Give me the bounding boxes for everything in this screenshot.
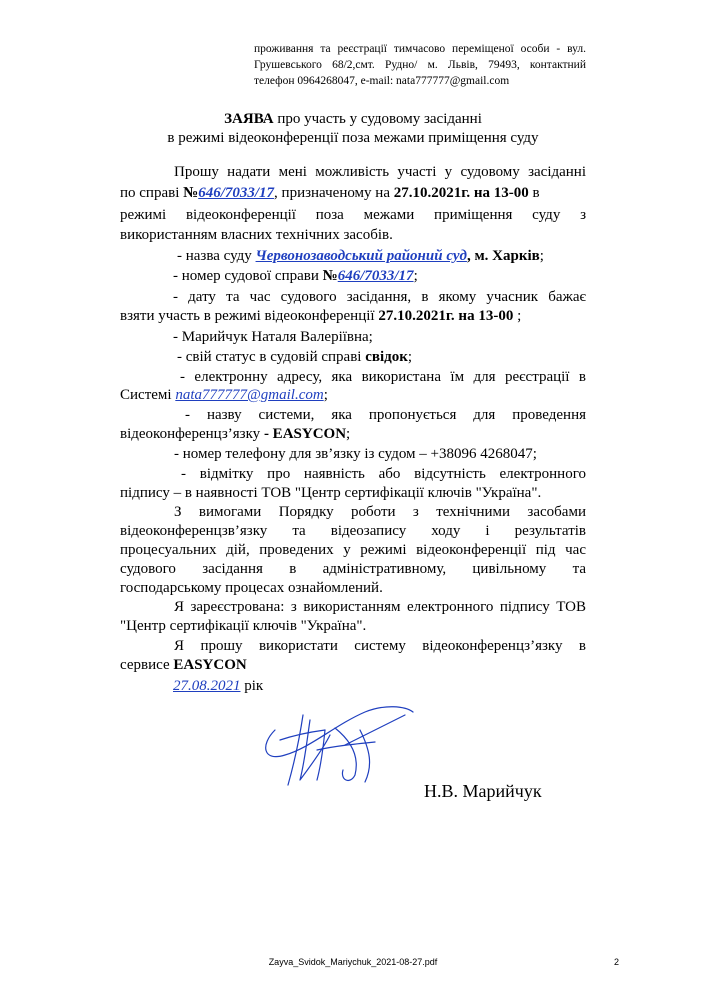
- body-line: відеоконференцзв’язку та відеозапису ходу і результатів: [120, 523, 586, 539]
- system-line: відеоконференцз’язку - EASYCON;: [120, 426, 351, 442]
- court-name-line: - назва суду Червонозаводський районий суд, м. Харків;: [177, 248, 544, 264]
- body-line: підпису – в наявності ТОВ "Центр сертифікації ключів "Україна".: [120, 485, 542, 501]
- body-line: Я прошу використати систему відеоконференцз’язку в: [174, 638, 586, 654]
- signature-name: Н.В. Марийчук: [424, 781, 542, 801]
- body-line: З вимогами Порядку роботи з технічними засобами: [174, 504, 586, 520]
- case-number-line: - номер судової справи №646/7033/17;: [173, 268, 418, 284]
- page-number: 2: [614, 957, 620, 967]
- handwritten-signature: [255, 700, 420, 790]
- body-line: Я зареєстрована: з використанням електронного підпису ТОВ: [174, 599, 586, 615]
- body-line: режимі відеоконференції поза межами приміщення суду з: [120, 207, 586, 223]
- date-link[interactable]: 27.08.2021: [173, 678, 241, 694]
- body-line: сервисе EASYCON: [120, 657, 247, 673]
- body-line: Прошу надати мені можливість участі у судовому засіданні: [174, 164, 586, 180]
- body-line: процесуальних дій, проведених у режимі відеоконференції під час: [120, 542, 586, 558]
- footer-filename: Zayva_Svidok_Mariychuk_2021-08-27.pdf: [268, 957, 438, 967]
- status-line: - свій статус в судовій справі свідок;: [177, 349, 413, 365]
- date-line: 27.08.2021 рік: [173, 678, 264, 694]
- address-line-1: проживання та реєстрації тимчасово переміщеної особи - вул.: [254, 43, 586, 55]
- court-name-link[interactable]: Червонозаводський районий суд: [255, 248, 467, 264]
- document-subtitle: в режимі відеоконференції поза межами приміщення суду: [167, 130, 539, 146]
- address-line-2: Грушевського 68/2,смт. Рудно/ м. Львів, 79493, контактний: [254, 59, 586, 71]
- body-line: "Центр сертифікації ключів "Україна".: [120, 618, 367, 634]
- body-line: судового засідання в адміністративному, цивільному та: [120, 561, 586, 577]
- body-line: - дату та час судового засідання, в якому учасник бажає: [173, 289, 586, 305]
- body-line: - електронну адресу, яка використана їм для реєстрації в: [180, 369, 586, 385]
- title-rest: про участь у судовому засіданні: [273, 111, 482, 127]
- email-line: Системі nata777777@gmail.com;: [120, 387, 328, 403]
- title-bold: ЗАЯВА: [224, 111, 274, 127]
- document-title: [0, 109, 706, 130]
- body-line: - назву системи, яка пропонується для проведення: [185, 407, 586, 423]
- body-line: - відмітку про наявність або відсутність електронного: [181, 466, 586, 482]
- body-line: використанням власних технічних засобів.: [120, 227, 393, 243]
- participant-name-line: - Марийчук Наталя Валеріївна;: [173, 329, 373, 345]
- case-number-link[interactable]: 646/7033/17: [198, 185, 275, 201]
- email-link[interactable]: nata777777@gmail.com: [175, 387, 324, 403]
- body-line: взяти участь в режимі відеоконференції 27.10.2021г. на 13-00 ;: [120, 308, 522, 324]
- address-line-3: телефон 0964268047, e-mail: nata777777@gmail.com: [254, 75, 510, 87]
- phone-line: - номер телефону для зв’язку із судом – +38096 4268047;: [174, 446, 537, 462]
- body-line: по справі №646/7033/17, призначеному на 27.10.2021г. на 13-00 в: [120, 185, 540, 201]
- sender-address: [254, 41, 586, 89]
- body-line: господарському процесах ознайомлений.: [120, 580, 383, 596]
- case-number-link-2[interactable]: 646/7033/17: [337, 268, 414, 284]
